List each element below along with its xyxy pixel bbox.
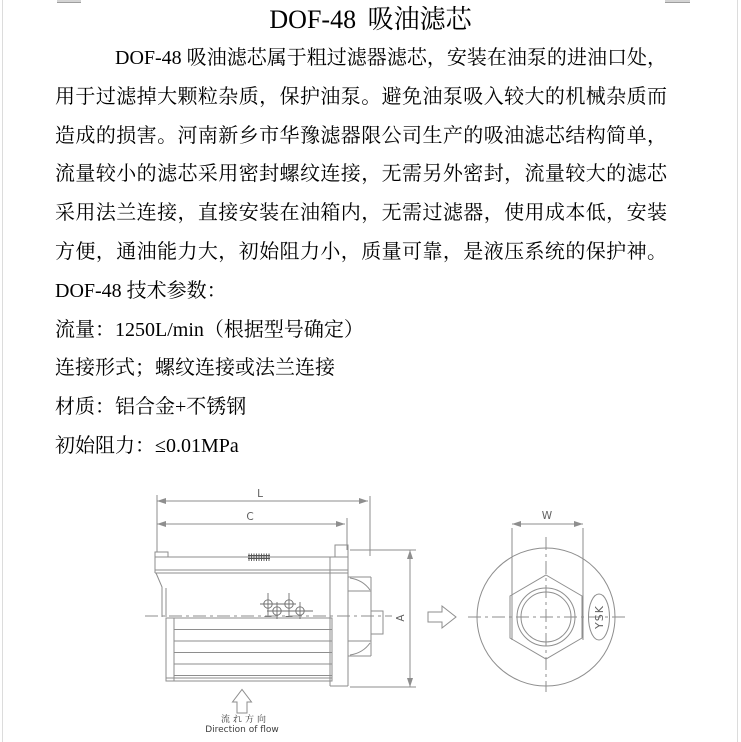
paragraph-line: 流量较小的滤芯采用密封螺纹连接，无需另外密封，流量较大的滤芯 [55, 163, 667, 186]
page-border-left [2, 0, 3, 742]
spec-line-flow: 流量：1250L/min（根据型号确定） [55, 318, 364, 341]
side-view [145, 488, 416, 687]
mesh-hatch-icon [248, 554, 270, 562]
dim-label-w: W [541, 510, 553, 522]
technical-drawing [138, 484, 643, 742]
weld-symbols [260, 593, 313, 619]
flange [330, 557, 348, 686]
flow-up-arrow-icon [233, 690, 252, 714]
brand-label: YSK [593, 605, 606, 629]
filter-pleats [166, 618, 332, 681]
filter-top-cap [155, 545, 348, 573]
dim-label-a: A [395, 614, 407, 622]
dimension-w [512, 510, 583, 640]
specs-heading: DOF-48 技术参数： [55, 279, 227, 302]
paragraph-line: DOF-48 吸油滤芯属于粗过滤器滤芯，安装在油泵的进油口处， [115, 47, 667, 69]
filter-left-end [156, 573, 166, 617]
page-title: DOF-48 吸油滤芯 [269, 5, 472, 34]
spec-line-connection: 连接形式；螺纹连接或法兰连接 [55, 357, 335, 380]
document-body [55, 39, 667, 466]
spec-line-material: 材质：铝合金+不锈钢 [55, 396, 247, 419]
paragraph-line: 采用法兰连接，直接安装在油箱内，无需过滤器，使用成本低，安装 [55, 202, 667, 225]
dimension-c [157, 511, 347, 550]
paragraph-line: 用于过滤掉大颗粒杂质，保护油泵。避免油泵吸入较大的机械杂质而 [55, 85, 667, 108]
front-view [468, 510, 627, 692]
dim-label-l: L [257, 488, 263, 500]
flow-label-jp: 流れ方向 [220, 715, 270, 725]
flow-direction [205, 690, 279, 736]
dim-label-c: C [246, 511, 254, 523]
page-border-right [737, 0, 738, 742]
spec-line-initial-resistance: 初始阻力：≤0.01MPa [55, 434, 239, 457]
view-direction-arrow-icon [428, 606, 456, 628]
paragraph-line: 造成的损害。河南新乡市华豫滤器限公司生产的吸油滤芯结构简单， [55, 124, 667, 147]
flow-label-en: Direction of flow [205, 725, 279, 735]
paragraph-line: 方便，通油能力大，初始阻力小，质量可靠，是液压系统的保护神。 [55, 240, 667, 263]
